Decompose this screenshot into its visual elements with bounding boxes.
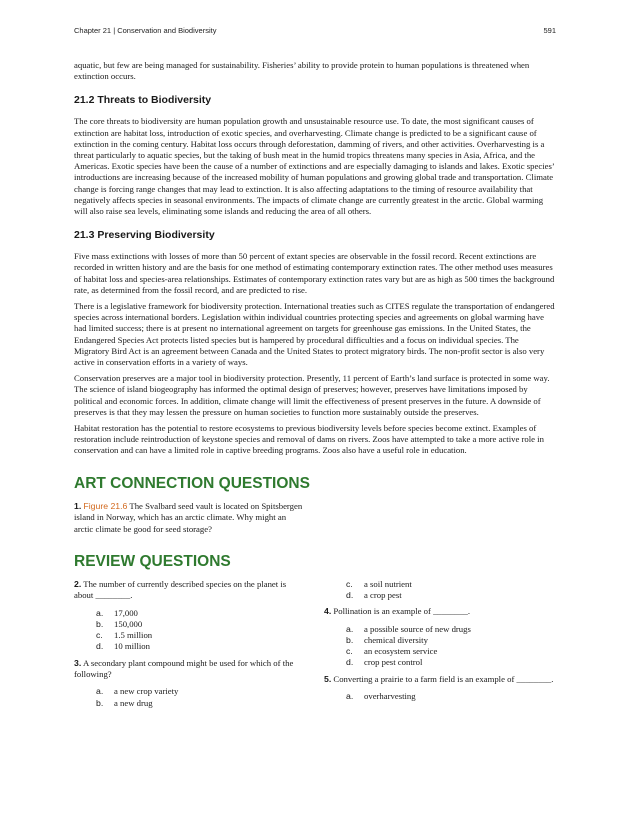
review-columns (74, 579, 556, 714)
option (346, 624, 556, 635)
question-2-options (74, 608, 306, 653)
question-4 (324, 606, 556, 617)
section-heading-21-2: 21.2 Threats to Biodiversity (74, 94, 212, 107)
review-questions-heading: REVIEW QUESTIONS (74, 552, 231, 570)
option (346, 691, 556, 702)
question-3 (74, 658, 306, 681)
option-text: a possible source of new drugs (364, 623, 471, 634)
option-letter: a. (96, 607, 104, 618)
question-text: The Svalbard seed vault is located on Spitsbergen island in Norway, which has an arctic climate. Why might an arctic climate be good for seed storage? (74, 500, 303, 534)
option-letter: b. (96, 618, 104, 629)
option-letter: c. (96, 630, 103, 641)
option-letter: d. (346, 590, 354, 601)
question-3-options-part-1 (74, 686, 306, 708)
question-5 (324, 674, 556, 685)
option-text: chemical diversity (364, 634, 428, 645)
option (96, 619, 306, 630)
option-letter: a. (346, 623, 354, 634)
question-1 (74, 501, 306, 535)
question-text: Pollination is an example of ________. (331, 606, 470, 617)
question-number: 4. (324, 606, 332, 617)
page-content (74, 60, 556, 714)
option-text: 1.5 million (114, 630, 153, 641)
question-3-options-part-2 (324, 579, 556, 601)
option-letter: d. (346, 657, 354, 668)
option-letter: b. (346, 634, 354, 645)
question-text: A secondary plant compound might be used for which of the following? (74, 657, 294, 679)
option-text: 10 million (114, 641, 150, 652)
preserving-paragraph-3: Conservation preserves are a major tool in biodiversity protection. Presently, 11 percent of Earth’s land surface is protected in some way. The science of island biogeography has informed the optimal design of preserves; however, preserves have limitations imposed by political and economic forces. In addition, climate change will limit the effectiveness of present preserves in the future. A downside of preserves is that they may lessen the pressure on human societies to function more sustainably outside the preserves. (74, 373, 550, 417)
preserving-paragraph-4: Habitat restoration has the potential to restore ecosystems to previous biodiversity levels before species become extinct. Examples of restoration include reintroduction of keystone species and removal of dams on rivers. Zoos have attempted to take a more active role in conservation and can have a limited role in captive breeding programs. Zoos also have a useful role in education. (74, 423, 544, 456)
option (346, 579, 556, 590)
art-connection-column (74, 501, 306, 535)
option-letter: b. (96, 697, 104, 708)
intro-paragraph: aquatic, but few are being managed for sustainability. Fisheries’ ability to provide protein to human populations is threatened when extinction occurs. (74, 60, 530, 82)
question-text: Converting a prairie to a farm field is an example of ________. (331, 673, 554, 684)
option-letter: c. (346, 578, 353, 589)
question-4-options (324, 624, 556, 669)
option (346, 590, 556, 601)
question-number: 1. (74, 500, 82, 511)
option (96, 630, 306, 641)
option-letter: c. (346, 646, 353, 657)
option-letter: a. (346, 690, 354, 701)
preserving-paragraph-2: There is a legislative framework for biodiversity protection. International treaties such as CITES regulate the transportation of endangered species across international borders. Legislation within individual countries protecting species and agreements on global warming have had limited success; there is at present no international agreement on targets for greenhouse gas emissions. In the United States, the Endangered Species Act protects listed species but is hampered by procedural difficulties and a focus on individual species. The Migratory Bird Act is an agreement between Canada and the United States to protect migratory birds. The non-profit sector is also very active in conservation efforts in a variety of ways. (74, 301, 555, 368)
option (96, 641, 306, 652)
preserving-paragraph-1: Five mass extinctions with losses of more than 50 percent of extant species are observable in the fossil record. Recent extinctions are recorded in written history and are the basis for one method of estimating contemporary extinction rates. The other method uses measures of habitat loss and species-area relationships. Estimates of contemporary extinction rates vary but are as high as 500 times the background rate, as determined from the fossil record, and are predicted to rise. (74, 251, 555, 295)
question-5-options (324, 691, 556, 702)
question-number: 3. (74, 657, 82, 668)
option-text: 17,000 (114, 607, 138, 618)
section-heading-21-3: 21.3 Preserving Biodiversity (74, 229, 215, 242)
review-left-column (74, 579, 306, 714)
option-text: a new crop variety (114, 686, 179, 697)
option-text: overharvesting (364, 690, 416, 701)
threats-paragraph: The core threats to biodiversity are human population growth and unsustainable resource use. To date, the most significant causes of extinction are habitat loss, introduction of exotic species, and overharvesting. Climate change is predicted to be a significant cause of extinction in the coming century. Habitat loss occurs through deforestation, damming of rivers, and other activities. Overharvesting is a threat particularly to aquatic species, but the taking of bush meat in the humid tropics threatens many species in Asia, Africa, and the Americas. Exotic species have been the cause of a number of extinctions and are especially damaging to islands and lakes. Exotic species’ introductions are increasing because of the increased mobility of human populations and growing global trade and transportation. Climate change is forcing range changes that may lead to extinction. It is also affecting adaptations to the timing of resource availability that negatively affects species in seasonal environments. The impacts of climate change are currently greatest in the arctic. Global warming will also raise sea levels, eliminating some islands and reducing the area of all others. (74, 116, 555, 217)
option (96, 686, 306, 697)
option (346, 646, 556, 657)
option-text: a soil nutrient (364, 578, 412, 589)
option-text: a new drug (114, 697, 153, 708)
art-connection-heading: ART CONNECTION QUESTIONS (74, 474, 310, 492)
question-number: 2. (74, 578, 82, 589)
option (346, 635, 556, 646)
chapter-title: Chapter 21 | Conservation and Biodiversity (74, 26, 217, 35)
option-letter: d. (96, 641, 104, 652)
review-right-column (324, 579, 556, 714)
option (96, 608, 306, 619)
question-2 (74, 579, 306, 602)
option-letter: a. (96, 686, 104, 697)
figure-link[interactable]: Figure 21.6 (83, 500, 128, 511)
option-text: a crop pest (364, 590, 402, 601)
option (346, 657, 556, 668)
option-text: an ecosystem service (364, 646, 438, 657)
question-text: The number of currently described species on the planet is about ________. (74, 578, 287, 601)
option-text: crop pest control (364, 657, 423, 668)
page-number: 591 (543, 26, 556, 35)
question-number: 5. (324, 673, 332, 684)
option-text: 150,000 (114, 618, 143, 629)
option (96, 698, 306, 709)
